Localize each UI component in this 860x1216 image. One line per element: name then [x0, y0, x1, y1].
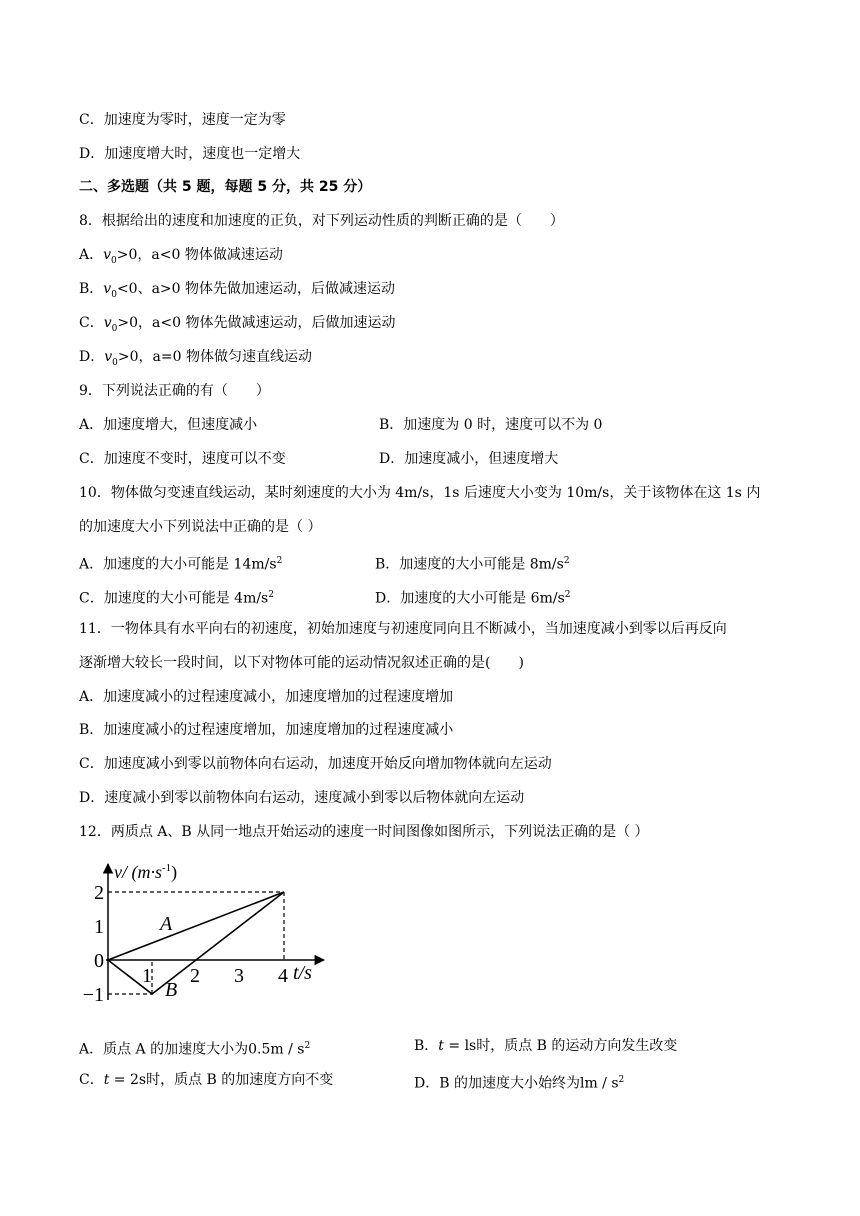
question-9-option-c: C．加速度不变时，速度可以不变 [79, 451, 286, 467]
question-8-option-a: A．$v_0>0$，a<0 物体做减速运动 [79, 247, 283, 266]
y-axis-label: v/ $(m\cdot s^{-1})$ [114, 862, 178, 882]
question-8-option-d: D．$v_0>0$，a=0 物体做匀速直线运动 [79, 349, 312, 368]
y-tick-label: 2 [94, 882, 104, 904]
option-prev-c: C．加速度为零时，速度一定为零 [79, 112, 286, 128]
question-12-stem: 12．两质点 A、B 从同一地点开始运动的速度一时间图像如图所示，下列说法正确的是（ ） [79, 824, 649, 840]
question-10-option-b: B．加速度的大小可能是 $8m/s^2$ [375, 556, 570, 573]
option-prev-d: D．加速度增大时，速度也一定增大 [79, 146, 301, 162]
question-8-option-b: B．$v_0<0$、a>0 物体先做加速运动，后做减速运动 [79, 281, 396, 300]
question-9-stem: 9．下列说法正确的有（ ） [79, 383, 270, 399]
question-9-option-a: A．加速度增大，但速度减小 [79, 417, 258, 433]
section-header-multiple-choice: 二、多选题（共 5 题，每题 5 分，共 25 分） [79, 179, 372, 195]
x-tick-label: 1 [142, 965, 152, 987]
question-11-stem-line2: 逐渐增大较长一段时间，以下对物体可能的运动情况叙述正确的是( ) [79, 655, 524, 671]
x-tick-label: 4 [278, 965, 288, 987]
question-11-option-b: B．加速度减小的过程速度增加，加速度增加的过程速度减小 [79, 722, 454, 738]
series-label-a: A [160, 913, 173, 935]
y-tick-label: 0 [94, 950, 104, 972]
x-tick-label: 3 [234, 965, 244, 987]
question-11-option-a: A．加速度减小的过程速度减小，加速度增加的过程速度增加 [79, 689, 454, 705]
question-10-stem-line1: 10．物体做匀变速直线运动，某时刻速度的大小为 4m/s，1s 后速度大小变为 10m/s，关于该物体在这 1s 内 [79, 485, 761, 501]
series-line-A [108, 892, 284, 960]
question-12-option-b: B．t = ls时，质点 B 的运动方向发生改变 [414, 1038, 678, 1054]
question-8-stem: 8．根据给出的速度和加速度的正负，对下列运动性质的判断正确的是（ ） [79, 213, 564, 229]
question-12-option-c: C．t = 2s时，质点 B 的加速度方向不变 [79, 1072, 334, 1088]
question-8-option-c: C．$v_0>0$，a<0 物体先做减速运动，后做加速运动 [79, 315, 396, 334]
question-12-option-d: D．B 的加速度大小始终为lm / $s^2$ [414, 1075, 625, 1092]
x-axis-label: t/s [293, 962, 312, 984]
x-tick-label: 2 [190, 965, 200, 987]
question-10-option-c: C．加速度的大小可能是 $4m/s^2$ [79, 590, 274, 607]
question-10-stem-line2: 的加速度大小下列说法中正确的是（ ） [79, 519, 322, 535]
y-tick-label: −1 [82, 984, 104, 1006]
series-label-b: B [165, 979, 178, 1001]
question-9-option-b: B．加速度为 0 时，速度可以不为 0 [379, 417, 603, 433]
y-tick-label: 1 [94, 916, 104, 938]
question-11-option-d: D．速度减小到零以前物体向右运动，速度减小到零以后物体就向左运动 [79, 790, 525, 806]
question-12-option-a: A．质点 A 的加速度大小为$0.5m / s^2$ [79, 1041, 311, 1058]
velocity-time-graph [80, 858, 340, 1008]
question-11-option-c: C．加速度减小到零以前物体向右运动，加速度开始反向增加物体就向左运动 [79, 756, 552, 772]
question-11-stem-line1: 11．一物体具有水平向右的初速度，初始加速度与初速度同向且不断减小，当加速度减小到零以后再反向 [79, 621, 727, 637]
question-10-option-a: A．加速度的大小可能是 $14m/s^2$ [79, 556, 283, 573]
question-9-option-d: D．加速度减小，但速度增大 [379, 451, 559, 467]
question-10-option-d: D．加速度的大小可能是 $6m/s^2$ [375, 590, 571, 607]
